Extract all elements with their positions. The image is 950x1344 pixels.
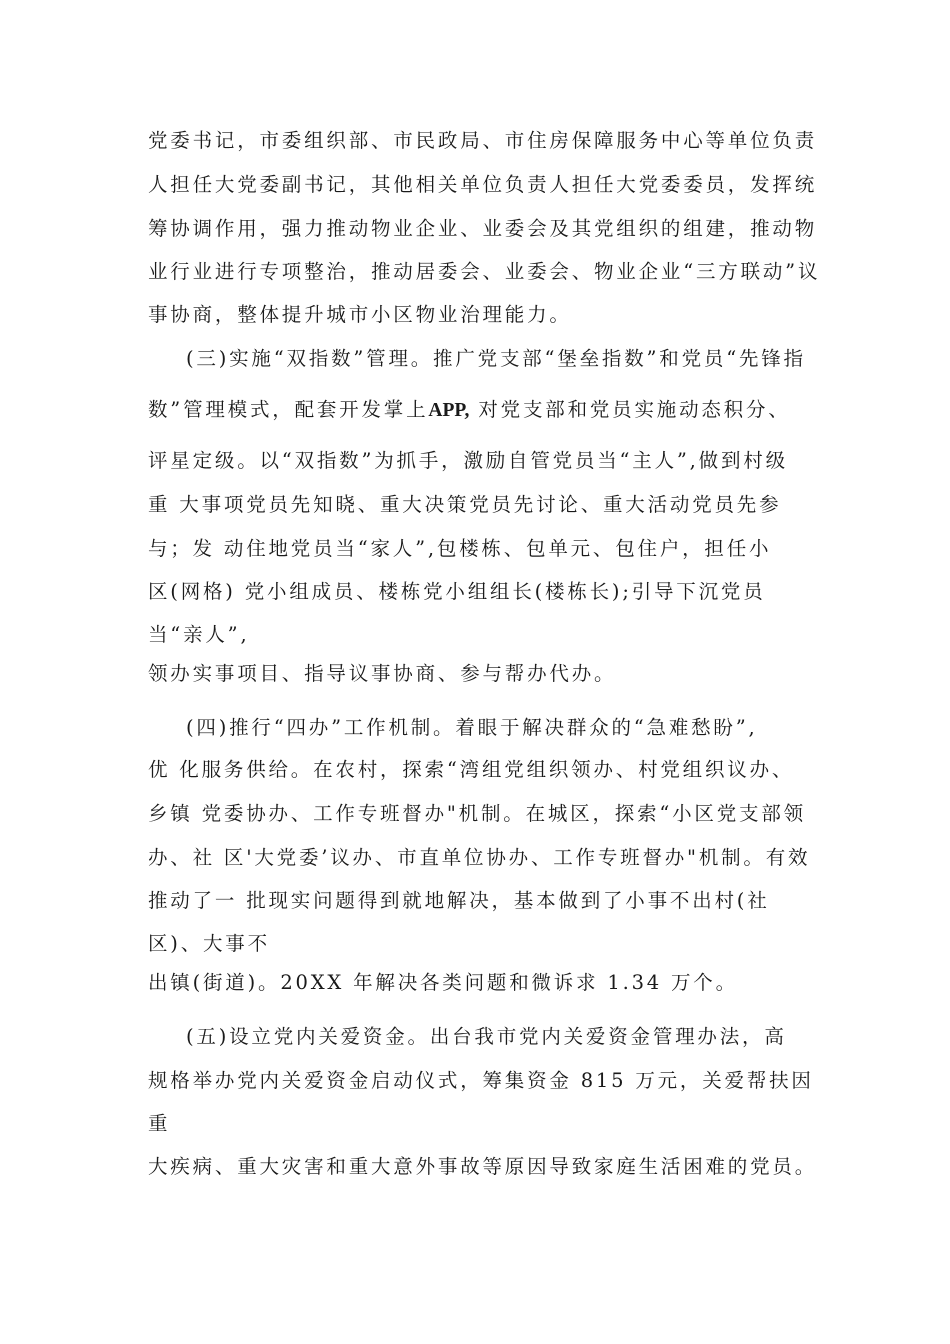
text-line [148,397,791,424]
text-line: 与；发 动住地党员当“家人”,包楼栋、包单元、包住户，担任小 [148,537,772,560]
text-line: 区(网格) 党小组成员、楼栋党小组组长(楼栋长);引导下沉党员 [148,580,766,603]
text-segment: 对党支部和党员实施动态积分、 [478,398,791,421]
text-line: 评星定级。以“双指数”为抓手，激励自管党员当“主人”,做到村级 [148,449,788,472]
text-line: (五)设立党内关爱资金。出台我市党内关爱资金管理办法，高 [186,1025,787,1048]
text-line: 业行业进行专项整治，推动居委会、业委会、物业企业“三方联动”议 [148,260,821,283]
text-segment-app: APP, [428,400,470,421]
text-line: 党委书记，市委组织部、市民政局、市住房保障服务中心等单位负责 [148,129,818,152]
text-line: (四)推行“四办”工作机制。着眼于解决群众的“急难愁盼”, [186,716,758,739]
text-line: 出镇(街道)。20XX 年解决各类问题和微诉求 1.34 万个。 [148,971,738,994]
text-line: (三)实施“双指数”管理。推广党支部“堡垒指数”和党员“先锋指 [186,347,806,370]
text-line: 领办实事项目、指导议事协商、参与帮办代办。 [148,662,617,685]
text-line: 大疾病、重大灾害和重大意外事故等原因导致家庭生活困难的党员。 [148,1155,818,1178]
text-segment: 数”管理模式，配套开发掌上 [148,398,429,421]
text-line: 乡镇 党委协办、工作专班督办"机制。在城区，探索“小区党支部领 [148,802,806,825]
text-line: 优 化服务供给。在农村，探索“湾组党组织领办、村党组织议办、 [148,758,795,781]
text-line: 重 大事项党员先知晓、重大决策党员先讨论、重大活动党员先参 [148,493,782,516]
text-line: 当“亲人”, [148,623,250,646]
text-line: 推动了一 批现实问题得到就地解决，基本做到了小事不出村(社 [148,889,770,912]
text-line: 规格举办党内关爱资金启动仪式，筹集资金 815 万元，关爱帮扶因 [148,1069,814,1092]
text-line: 筹协调作用，强力推动物业企业、业委会及其党组织的组建，推动物 [148,217,818,240]
text-line: 重 [148,1112,171,1135]
text-line: 区)、大事不 [148,932,270,955]
text-line: 事协商，整体提升城市小区物业治理能力。 [148,303,572,326]
text-line: 办、社 区'大党委’议办、市直单位协办、工作专班督办"机制。有效 [148,846,811,869]
text-line: 人担任大党委副书记，其他相关单位负责人担任大党委委员，发挥统 [148,173,818,196]
